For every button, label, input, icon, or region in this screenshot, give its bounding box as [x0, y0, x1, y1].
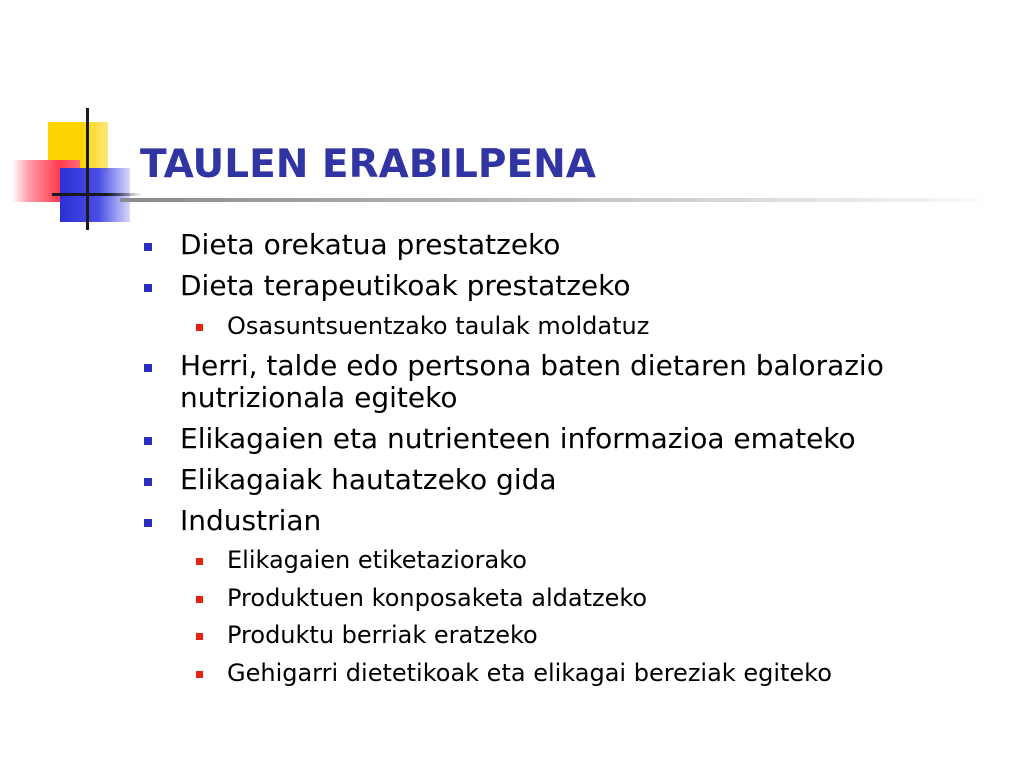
blue-square-bullet-icon — [144, 284, 152, 292]
list-item-text: Dieta terapeutikoak prestatzeko — [180, 269, 631, 302]
list-item — [196, 312, 956, 340]
list-item-text: Dieta orekatua prestatzeko — [180, 228, 561, 261]
blue-square-bullet-icon — [144, 437, 152, 445]
list-item — [144, 505, 964, 537]
blue-square-bullet-icon — [144, 519, 152, 527]
list-item-text: Produktuen konposaketa aldatzeko — [227, 584, 648, 612]
list-item-text: Elikagaien etiketaziorako — [227, 546, 527, 574]
red-square-bullet-icon — [196, 671, 203, 678]
blue-square-bullet-icon — [144, 364, 152, 372]
list-item — [144, 464, 964, 496]
list-item-text: Industrian — [180, 504, 322, 537]
list-item — [144, 229, 964, 261]
list-item-text: Produktu berriak eratzeko — [227, 621, 538, 649]
list-item-text: Herri, talde edo pertsona baten dietaren balorazio nutrizionala egiteko — [180, 349, 884, 414]
red-square-bullet-icon — [196, 633, 203, 640]
slide-title: TAULEN ERABILPENA — [140, 142, 596, 187]
list-item-text: Elikagaiak hautatzeko gida — [180, 463, 557, 496]
list-item — [144, 270, 964, 302]
list-item-text: Gehigarri dietetikoak eta elikagai bereziak egiteko — [227, 659, 832, 687]
red-square-bullet-icon — [196, 558, 203, 565]
list-item — [196, 659, 996, 687]
list-item — [196, 621, 956, 649]
list-item — [144, 423, 964, 455]
blue-square-bullet-icon — [144, 478, 152, 486]
red-square-bullet-icon — [196, 596, 203, 603]
list-item — [196, 584, 956, 612]
list-item-text: Elikagaien eta nutrienteen informazioa emateko — [180, 422, 856, 455]
list-item — [196, 546, 956, 574]
blue-square-bullet-icon — [144, 243, 152, 251]
red-square-bullet-icon — [196, 324, 203, 331]
list-item — [144, 350, 954, 414]
list-item-text: Osasuntsuentzako taulak moldatuz — [227, 312, 650, 340]
